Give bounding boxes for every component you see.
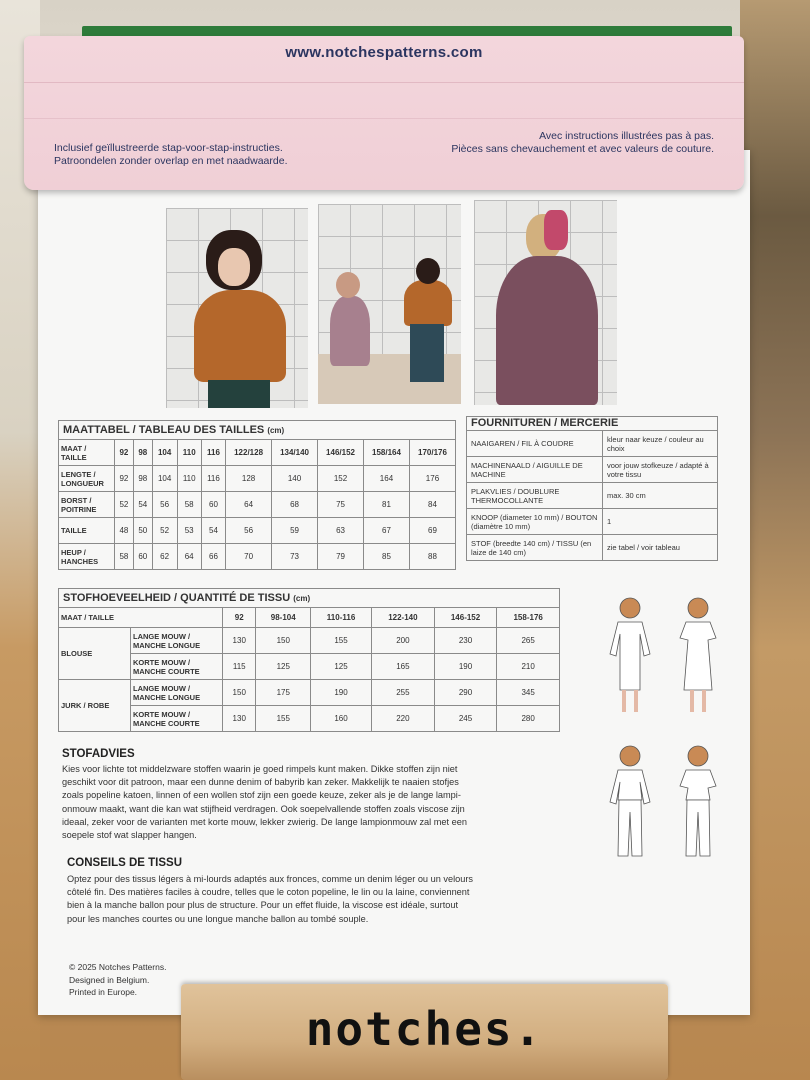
photo-figure-dress bbox=[330, 296, 370, 366]
stofadvies-title: STOFADVIES bbox=[62, 748, 135, 760]
fournitures-label: NAAIGAREN / FIL À COUDRE bbox=[467, 431, 603, 457]
fabric-sleeve-label: KORTE MOUW / MANCHE COURTE bbox=[131, 654, 223, 680]
fournitures-table bbox=[466, 416, 718, 561]
photo-two-kids bbox=[318, 204, 461, 404]
fabric-cell: 190 bbox=[434, 654, 497, 680]
fabric-sleeve-label: LANGE MOUW / MANCHE LONGUE bbox=[131, 680, 223, 706]
size-table-row bbox=[59, 518, 456, 544]
photo-figure-blouse bbox=[194, 290, 286, 382]
fabric-cell: 210 bbox=[497, 654, 560, 680]
fabric-size-header: 110-116 bbox=[311, 608, 372, 628]
fabric-quantity-table bbox=[58, 588, 560, 732]
fabric-cell: 160 bbox=[311, 706, 372, 732]
size-table-header-row bbox=[59, 440, 456, 466]
size-cell: 176 bbox=[409, 466, 455, 492]
sleeve-fold-line-2 bbox=[24, 118, 744, 119]
background-right bbox=[740, 0, 810, 1080]
fabric-cell: 150 bbox=[223, 680, 256, 706]
size-cell: 84 bbox=[409, 492, 455, 518]
fabric-cell: 165 bbox=[372, 654, 435, 680]
fournitures-label: MACHINENAALD / AIGUILLE DE MACHINE bbox=[467, 457, 603, 483]
size-table bbox=[58, 420, 456, 570]
size-cell: 52 bbox=[115, 492, 134, 518]
fabric-cell: 125 bbox=[311, 654, 372, 680]
sleeve-fr-line-2: Pièces sans chevauchement et avec valeurs de couture. bbox=[451, 143, 714, 155]
fournitures-row bbox=[467, 509, 718, 535]
size-column-header: 158/164 bbox=[364, 440, 410, 466]
fabric-size-header: 122-140 bbox=[372, 608, 435, 628]
fabric-cell: 115 bbox=[223, 654, 256, 680]
size-cell: 88 bbox=[409, 544, 455, 570]
size-cell: 140 bbox=[272, 466, 318, 492]
size-cell: 58 bbox=[177, 492, 201, 518]
copyright-block bbox=[69, 961, 166, 999]
size-column-header: 110 bbox=[177, 440, 201, 466]
fournitures-label: STOF (breedte 140 cm) / TISSU (en laize de 140 cm) bbox=[467, 535, 603, 561]
size-table-row bbox=[59, 466, 456, 492]
fabric-cell: 230 bbox=[434, 628, 497, 654]
size-cell: 50 bbox=[133, 518, 152, 544]
sleeve-fr-line-1: Avec instructions illustrées pas à pas. bbox=[539, 130, 714, 142]
size-cell: 48 bbox=[115, 518, 134, 544]
size-cell: 128 bbox=[226, 466, 272, 492]
size-cell: 110 bbox=[177, 466, 201, 492]
sketch-blouse-trousers-short bbox=[668, 742, 728, 862]
photo-figure-head bbox=[336, 272, 360, 298]
size-cell: 104 bbox=[152, 466, 177, 492]
fabric-cell: 265 bbox=[497, 628, 560, 654]
size-cell: 67 bbox=[364, 518, 410, 544]
size-cell: 60 bbox=[201, 492, 225, 518]
stofadvies-line: soepele stof wat slapper hangen. bbox=[62, 830, 197, 841]
fabric-cell: 220 bbox=[372, 706, 435, 732]
size-row-label: TAILLE bbox=[59, 518, 115, 544]
size-column-header: 116 bbox=[201, 440, 225, 466]
photo-figure-face bbox=[218, 248, 250, 286]
fabric-cell: 150 bbox=[256, 628, 311, 654]
stofadvies-line: onmouw maakt, want die kan wat stijfheid verdragen. Ook soepelvallende stoffen zoals viscose zijn bbox=[62, 803, 465, 814]
photo-girl-blouse bbox=[166, 208, 308, 408]
fabric-size-header: 158-176 bbox=[497, 608, 560, 628]
size-cell: 54 bbox=[133, 492, 152, 518]
fabric-group-label: JURK / ROBE bbox=[59, 680, 131, 732]
fabric-group-label: BLOUSE bbox=[59, 628, 131, 680]
photo-figure-head bbox=[416, 258, 440, 284]
notches-logo: notches. bbox=[305, 1002, 544, 1056]
size-column-header: 122/128 bbox=[226, 440, 272, 466]
size-cell: 62 bbox=[152, 544, 177, 570]
size-column-header: 134/140 bbox=[272, 440, 318, 466]
size-cell: 79 bbox=[318, 544, 364, 570]
size-column-header: 146/152 bbox=[318, 440, 364, 466]
stofadvies-line: zoals popeline katoen, linnen of een wollen stof zijn een goede keuze, zeker als je de lange lampi- bbox=[62, 790, 461, 801]
sketch-blouse-long-sleeve bbox=[600, 594, 660, 714]
fournitures-label: PLAKVLIES / DOUBLURE THERMOCOLLANTE bbox=[467, 483, 603, 509]
size-cell: 63 bbox=[318, 518, 364, 544]
fabric-cell: 280 bbox=[497, 706, 560, 732]
size-cell: 98 bbox=[133, 466, 152, 492]
fabric-cell: 255 bbox=[372, 680, 435, 706]
size-cell: 59 bbox=[272, 518, 318, 544]
fournitures-row bbox=[467, 535, 718, 561]
photo-figure-blouse bbox=[404, 280, 452, 326]
photo-figure-trousers bbox=[410, 324, 444, 382]
conseils-line: Optez pour des tissus légers à mi-lourds adaptés aux fronces, comme un denim léger ou un velours bbox=[67, 874, 473, 884]
photo-figure-trousers bbox=[208, 380, 270, 408]
fabric-cell: 345 bbox=[497, 680, 560, 706]
fabric-table-header-label: MAAT / TAILLE bbox=[59, 608, 223, 628]
fournitures-row bbox=[467, 483, 718, 509]
size-cell: 56 bbox=[226, 518, 272, 544]
fournitures-value: max. 30 cm bbox=[603, 483, 718, 509]
sketch-dress-short-sleeve bbox=[668, 594, 728, 714]
fabric-cell: 155 bbox=[256, 706, 311, 732]
fournitures-value: kleur naar keuze / couleur au choix bbox=[603, 431, 718, 457]
fabric-table-header-row bbox=[59, 608, 560, 628]
size-cell: 66 bbox=[201, 544, 225, 570]
fabric-cell: 290 bbox=[434, 680, 497, 706]
conseils-line: côtelé fin. Des matières faciles à coudre, telles que le coton popeline, le lin ou la laine, conviennent bbox=[67, 887, 470, 898]
size-cell: 64 bbox=[226, 492, 272, 518]
size-cell: 68 bbox=[272, 492, 318, 518]
size-cell: 54 bbox=[201, 518, 225, 544]
size-row-label: HEUP / HANCHES bbox=[59, 544, 115, 570]
size-table-row bbox=[59, 492, 456, 518]
stofadvies-line: Kies voor lichte tot middelzware stoffen waarin je goed rimpels kunt maken. Dikke stoffen zijn niet bbox=[62, 764, 458, 774]
size-cell: 92 bbox=[115, 466, 134, 492]
sketch-blouse-trousers-long bbox=[600, 742, 660, 862]
copyright-line: © 2025 Notches Patterns. bbox=[69, 962, 167, 972]
size-row-label: LENGTE / LONGUEUR bbox=[59, 466, 115, 492]
size-cell: 69 bbox=[409, 518, 455, 544]
photo-dress-back bbox=[474, 200, 617, 405]
size-cell: 164 bbox=[364, 466, 410, 492]
size-cell: 152 bbox=[318, 466, 364, 492]
conseils-body bbox=[67, 873, 572, 926]
size-column-header: 98 bbox=[133, 440, 152, 466]
fabric-size-header: 92 bbox=[223, 608, 256, 628]
fournitures-row bbox=[467, 457, 718, 483]
fabric-cell: 190 bbox=[311, 680, 372, 706]
fournitures-row bbox=[467, 431, 718, 457]
conseils-line: bien à la manche ballon pour plus de structure. Pour un effet fluide, la viscose est idéale, surtout bbox=[67, 900, 459, 911]
size-cell: 81 bbox=[364, 492, 410, 518]
size-table-header-label: MAAT / TAILLE bbox=[59, 440, 115, 466]
size-row-label: BORST / POITRINE bbox=[59, 492, 115, 518]
size-cell: 60 bbox=[133, 544, 152, 570]
stofadvies-line: geschikt voor dit patroon, maar een dunne denim of babyrib kan zeker. Makkelijk te naaien stofjes bbox=[62, 777, 459, 788]
photo-bow bbox=[544, 210, 568, 250]
wooden-stand bbox=[181, 984, 668, 1080]
fabric-cell: 130 bbox=[223, 628, 256, 654]
fabric-table-row bbox=[59, 706, 560, 732]
size-cell: 116 bbox=[201, 466, 225, 492]
size-table-row bbox=[59, 544, 456, 570]
fabric-cell: 175 bbox=[256, 680, 311, 706]
fournitures-value: 1 bbox=[603, 509, 718, 535]
size-cell: 85 bbox=[364, 544, 410, 570]
stofadvies-body bbox=[62, 763, 572, 842]
fabric-sleeve-label: LANGE MOUW / MANCHE LONGUE bbox=[131, 628, 223, 654]
sleeve-nl-line-2: Patroondelen zonder overlap en met naadwaarde. bbox=[54, 155, 288, 167]
size-cell: 70 bbox=[226, 544, 272, 570]
fabric-table-title: STOFHOEVEELHEID / QUANTITÉ DE TISSU (cm) bbox=[59, 589, 560, 608]
sleeve-text-french bbox=[451, 130, 714, 156]
size-cell: 75 bbox=[318, 492, 364, 518]
fournitures-title: FOURNITUREN / MERCERIE bbox=[467, 417, 718, 431]
size-cell: 53 bbox=[177, 518, 201, 544]
fournitures-value: zie tabel / voir tableau bbox=[603, 535, 718, 561]
fabric-size-header: 98-104 bbox=[256, 608, 311, 628]
size-column-header: 92 bbox=[115, 440, 134, 466]
fabric-table-row bbox=[59, 654, 560, 680]
size-column-header: 104 bbox=[152, 440, 177, 466]
fabric-cell: 200 bbox=[372, 628, 435, 654]
conseils-line: pour les manches courtes ou une longue manche ballon au tombé souple. bbox=[67, 913, 369, 924]
fabric-table-row bbox=[59, 680, 560, 706]
pink-sleeve-band bbox=[24, 36, 744, 190]
size-table-title: MAATTABEL / TABLEAU DES TAILLES (cm) bbox=[59, 421, 456, 440]
size-column-header: 170/176 bbox=[409, 440, 455, 466]
fournitures-value: voor jouw stofkeuze / adapté à votre tissu bbox=[603, 457, 718, 483]
stofadvies-line: ideaal, zeker voor de varianten met korte mouw, lekker zwierig. De lange lampionmouw zal met een bbox=[62, 816, 467, 827]
size-cell: 56 bbox=[152, 492, 177, 518]
fabric-cell: 130 bbox=[223, 706, 256, 732]
size-cell: 73 bbox=[272, 544, 318, 570]
conseils-title: CONSEILS DE TISSU bbox=[67, 857, 183, 869]
fabric-cell: 125 bbox=[256, 654, 311, 680]
designed-line: Designed in Belgium. bbox=[69, 974, 150, 985]
sleeve-text-dutch bbox=[54, 142, 288, 168]
fabric-cell: 245 bbox=[434, 706, 497, 732]
fabric-size-header: 146-152 bbox=[434, 608, 497, 628]
printed-line: Printed in Europe. bbox=[69, 987, 138, 997]
fabric-sleeve-label: KORTE MOUW / MANCHE COURTE bbox=[131, 706, 223, 732]
sleeve-fold-line bbox=[24, 82, 744, 83]
sleeve-nl-line-1: Inclusief geïllustreerde stap-voor-stap-instructies. bbox=[54, 142, 283, 154]
photo-figure-dress bbox=[496, 256, 598, 405]
size-cell: 64 bbox=[177, 544, 201, 570]
fabric-table-row bbox=[59, 628, 560, 654]
size-cell: 58 bbox=[115, 544, 134, 570]
size-cell: 52 bbox=[152, 518, 177, 544]
fabric-cell: 155 bbox=[311, 628, 372, 654]
website-url: www.notchespatterns.com bbox=[285, 44, 483, 61]
fournitures-label: KNOOP (diameter 10 mm) / BOUTON (diamètre 10 mm) bbox=[467, 509, 603, 535]
